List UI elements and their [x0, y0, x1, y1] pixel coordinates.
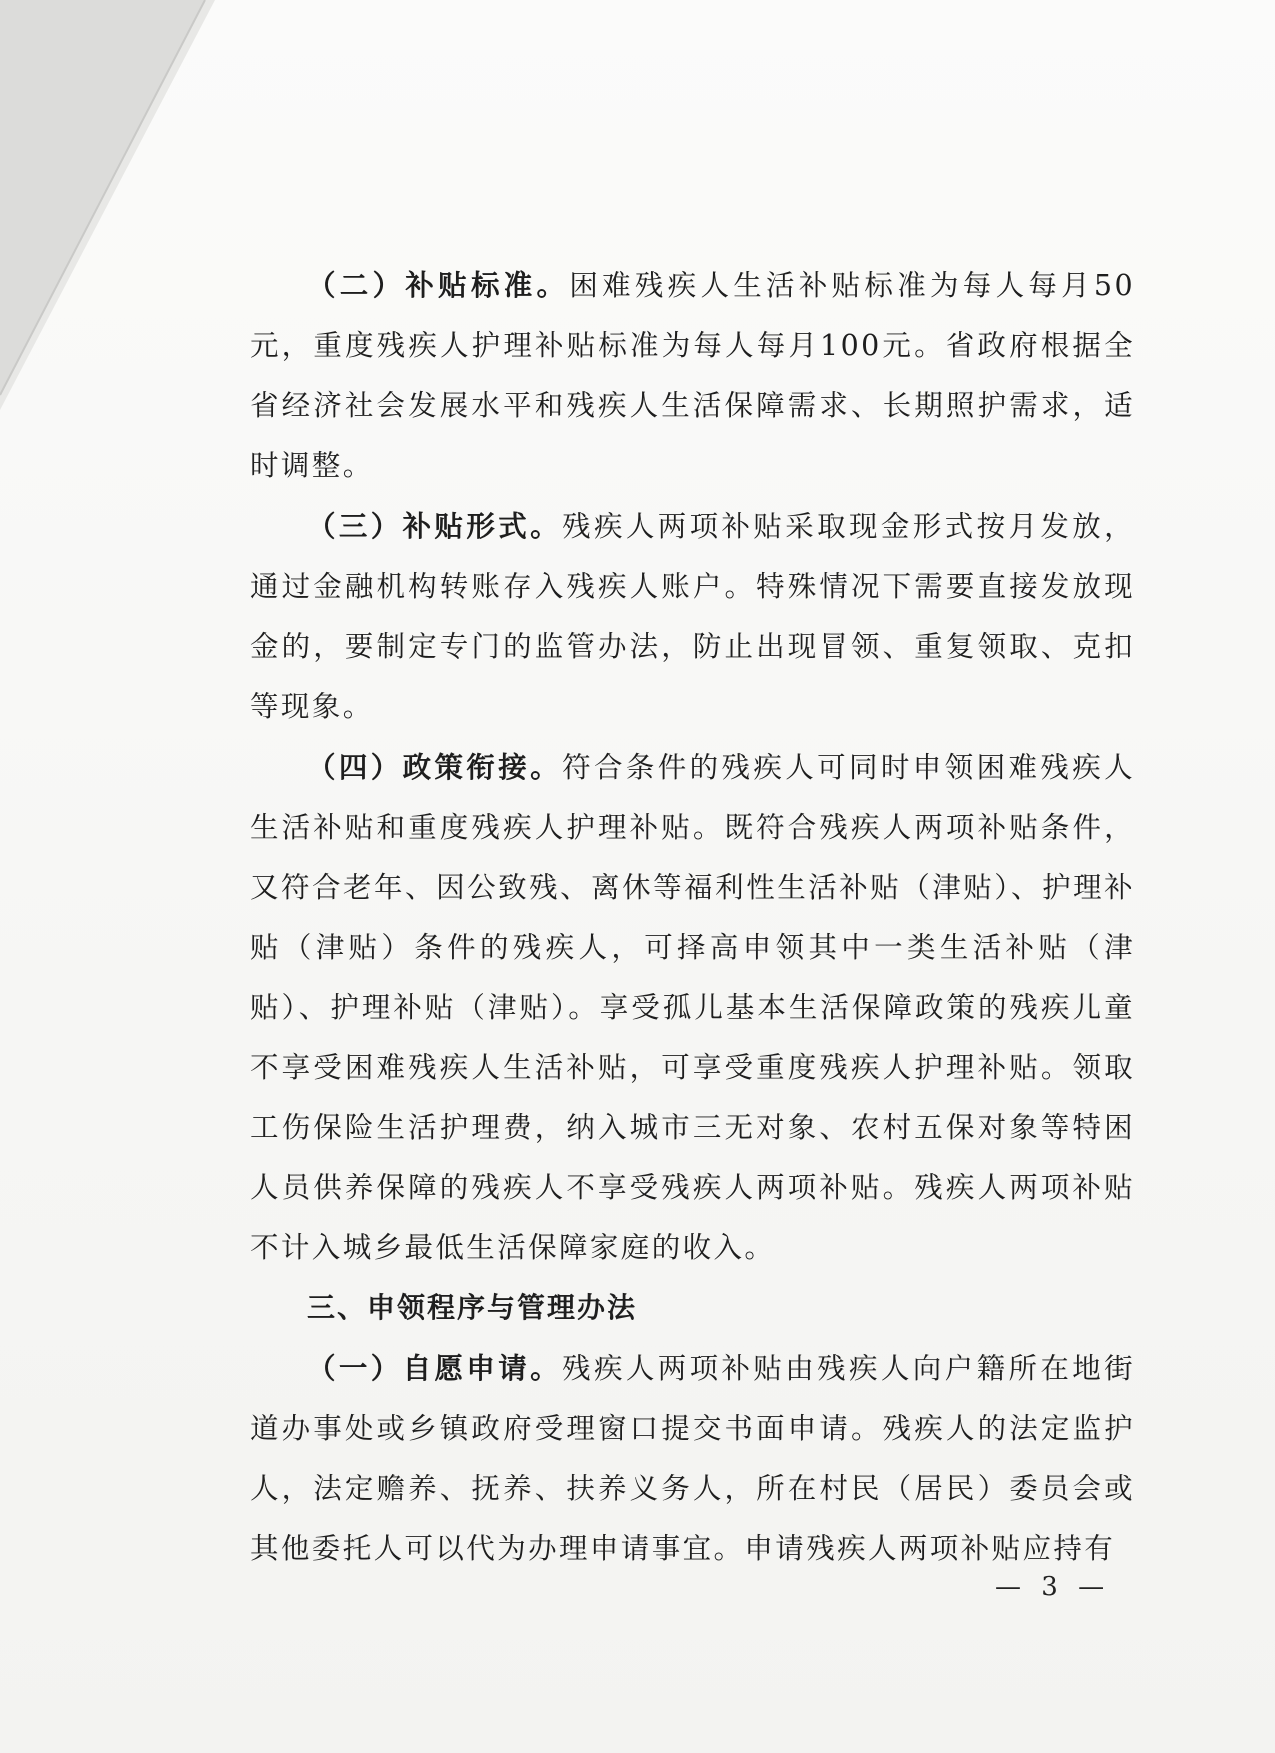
paragraph-text: 符合条件的残疾人可同时申领困难残疾人生活补贴和重度残疾人护理补贴。既符合残疾人两项补贴条件，又符合老年、因公致残、离休等福利性生活补贴（津贴）、护理补贴（津贴）条件的残疾人，可择高申领其中一类生活补贴（津贴）、护理补贴（津贴）。享受孤儿基本生活保障政策的残疾儿童不享受困难残疾人生活补贴，可享受重度残疾人护理补贴。领取工伤保险生活护理费，纳入城市三无对象、农村五保对象等特困人员供养保障的残疾人不享受残疾人两项补贴。残疾人两项补贴不计入城乡最低生活保障家庭的收入。 — [250, 751, 1136, 1264]
paragraph-lead: （三）补贴形式。 — [307, 509, 563, 543]
paragraph-policy-link — [250, 737, 1135, 1278]
paragraph-subsidy-standard — [250, 255, 1135, 496]
paragraph-text: 困难残疾人生活补贴标准为每人每月50元，重度残疾人护理补贴标准为每人每月100元。省政府根据全省经济社会发展水平和残疾人生活保障需求、长期照护需求，适时调整。 — [250, 269, 1135, 482]
paragraph-lead: （二）补贴标准。 — [307, 268, 570, 302]
paragraph-text: 残疾人两项补贴采取现金形式按月发放，通过金融机构转账存入残疾人账户。特殊情况下需要直接发放现金的，要制定专门的监管办法，防止出现冒领、重复领取、克扣等现象。 — [250, 510, 1136, 723]
paragraph-lead: （一）自愿申请。 — [307, 1351, 563, 1385]
page-number: — 3 — — [995, 1572, 1111, 1602]
paragraph-subsidy-form — [250, 496, 1135, 737]
section-heading: 三、申领程序与管理办法 — [307, 1291, 638, 1324]
paragraph-voluntary-application — [250, 1338, 1135, 1579]
paragraph-lead: （四）政策衔接。 — [307, 750, 563, 784]
document-body — [250, 255, 1135, 1579]
paragraph-text: 残疾人两项补贴由残疾人向户籍所在地街道办事处或乡镇政府受理窗口提交书面申请。残疾人的法定监护人，法定赡养、抚养、扶养义务人，所在村民（居民）委员会或其他委托人可以代为办理申请事宜。申请残疾人两项补贴应持有 — [250, 1352, 1136, 1565]
